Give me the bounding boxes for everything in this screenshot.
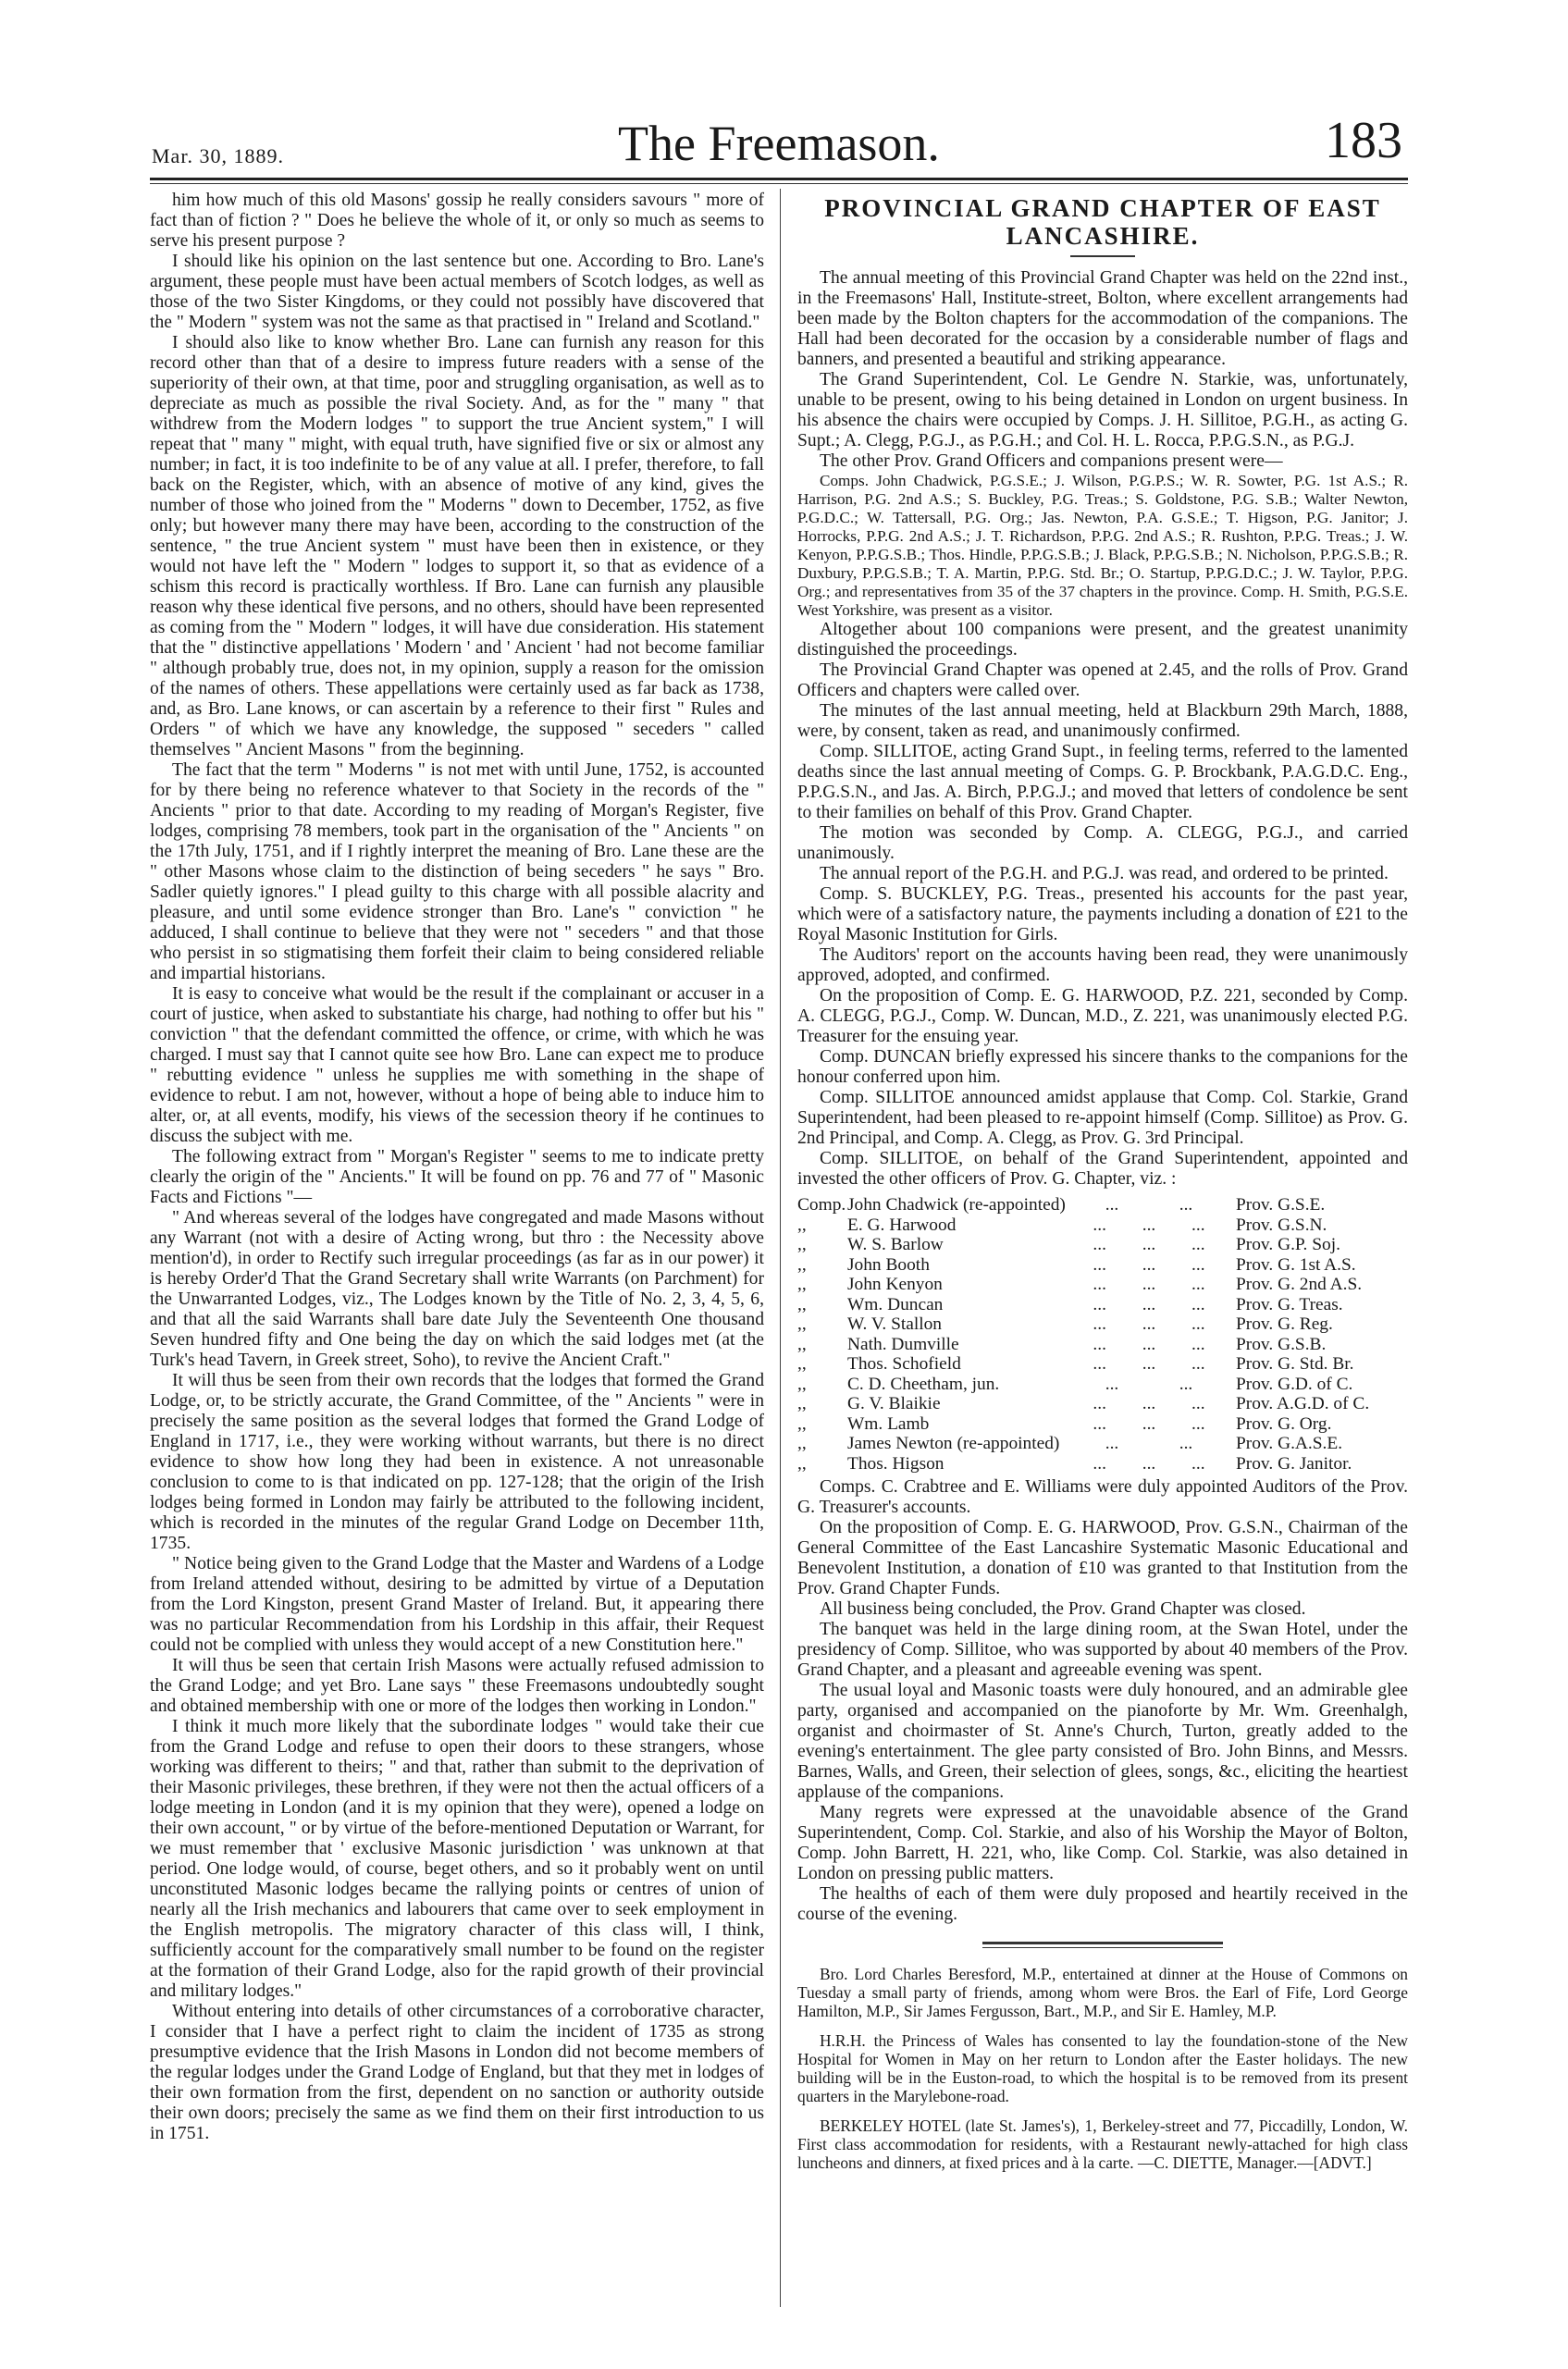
officer-row	[797, 1275, 1408, 1295]
leader-dot-group: ...	[1142, 1334, 1156, 1354]
officer-name: Nath. Dumville	[847, 1334, 959, 1354]
leader-dots	[1075, 1394, 1223, 1414]
paragraph: The fact that the term " Moderns " is not met with until June, 1752, is accounted for by there being no reference whatever to that Society in the records of the " Ancients " prior to that date. According to my reading of Morgan's Register, five lodges, comprising 78 members, took part in the organisation of the " Ancients " on the 17th July, 1751, and if I rightly interpret the meaning of Bro. Lane these are the " other Masons whose claim to the distinction of being seceders " he says " Bro. Sadler quietly ignores." I plead guilty to this charge with all possible alacrity and pleasure, and until some evidence stronger than Bro. Lane's " conviction " he adduced, I shall continue to believe that they were not " seceders " and that those who persist in so stigmatising them forfeit their claim to being considered reliable and impartial historians.	[150, 760, 764, 983]
paragraph: I should also like to know whether Bro. Lane can furnish any reason for this record other than that of a desire to impress future readers with a sense of the superiority of their own, at that time, poor and struggling organisation, as well as to depreciate as much as possible the rival Society. And, as for the " many " that withdrew from the Modern lodges " to support the true Ancient system," I will repeat that " many " might, with equal truth, have signified five or six or almost any number; in fact, it is too indefinite to be of any value at all. I prefer, therefore, to fall back on the Register, which, with an absence of motive of any kind, gives the number of those who joined from the " Moderns " down to December, 1752, as five only; but however many there may have been, according to the construction of the sentence, " the true Ancient system " must have been then in existence, or they would not have left the " Modern " lodges to support it, so that as evidence of a schism this record is practically worthless. If Bro. Lane can furnish any plausible reason why these identical five persons, and no others, should have been represented as coming from the " Modern " lodges, it will have due consideration. His statement that the " distinctive appellations ' Modern ' and ' Ancient ' had not become familiar " although probably true, does not, in my opinion, supply a reason for the omission of the names of others. These appellations were certainly used as far back as 1738, and, as Bro. Lane knows, or can ascertain by a reference to their first " Rules and Orders " of which we have any knowledge, the supposed " seceders " called themselves " Ancient Masons " from the beginning.	[150, 333, 764, 759]
officer-name: E. G. Harwood	[847, 1215, 957, 1235]
leader-dots	[1075, 1314, 1223, 1335]
officer-row	[797, 1295, 1408, 1315]
officer-office: Prov. G.S.N.	[1236, 1215, 1327, 1235]
officer-row	[797, 1314, 1408, 1335]
paragraph: Comp. SILLITOE announced amidst applause that Comp. Col. Starkie, Grand Superintendent, had been pleased to re-appoint himself (Comp. Sillitoe) as Prov. G. 2nd Principal, and Comp. A. Clegg, as Prov. G. 3rd Principal.	[797, 1088, 1408, 1148]
leader-dot-group: ...	[1105, 1195, 1119, 1215]
leader-dot-group: ...	[1093, 1275, 1106, 1294]
leader-dot-group: ...	[1142, 1275, 1156, 1294]
officer-office: Prov. G. Treas.	[1236, 1294, 1343, 1314]
section-rule	[982, 1942, 1223, 1948]
paragraph: It will thus be seen that certain Irish Masons were actually refused admission to the Grand Lodge; and yet Bro. Lane says " these Freemasons undoubtedly sought and obtained membership with one or more of the lodges then working in London."	[150, 1656, 764, 1716]
officer-prefix: ,,	[797, 1434, 807, 1453]
officer-prefix: ,,	[797, 1314, 807, 1334]
officer-row	[797, 1255, 1408, 1276]
leader-dot-group: ...	[1191, 1314, 1205, 1334]
officer-prefix: ,,	[797, 1334, 807, 1354]
officer-name: G. V. Blaikie	[847, 1394, 941, 1413]
right-column	[797, 191, 1408, 2309]
officer-row	[797, 1195, 1408, 1215]
officer-name: John Booth	[847, 1254, 930, 1275]
paragraph: Altogether about 100 companions were present, and the greatest unanimity distinguished the proceedings.	[797, 620, 1408, 660]
leader-dot-group: ...	[1093, 1394, 1106, 1413]
leader-dot-group: ...	[1142, 1354, 1156, 1374]
paragraph: The Provincial Grand Chapter was opened at 2.45, and the rolls of Prov. Grand Officers and chapters were called over.	[797, 660, 1408, 700]
paragraph: It will thus be seen from their own records that the lodges that formed the Grand Lodge, or, to be strictly accurate, the Grand Committee, of the " Ancients " were in precisely the same position as the several lodges that formed the Grand Lodge of England in 1717, i.e., they were working without warrants, but there is no direct evidence to show how long they had been in existence. A not unreasonable conclusion to come to is that indicated on pp. 127-128; that the origin of the Irish lodges being formed in London may fairly be attributed to the following incident, which is recorded in the minutes of the regular Grand Lodge on December 11th, 1735.	[150, 1371, 764, 1553]
leader-dots	[1075, 1195, 1223, 1215]
paragraph: The healths of each of them were duly proposed and heartily received in the course of the evening.	[797, 1884, 1408, 1924]
paragraph: Comp. DUNCAN briefly expressed his sincere thanks to the companions for the honour conferred upon him.	[797, 1047, 1408, 1087]
leader-dots	[1075, 1215, 1223, 1236]
leader-dots	[1075, 1255, 1223, 1276]
paragraph: The Grand Superintendent, Col. Le Gendre N. Starkie, was, unfortunately, unable to be present, owing to his being detained in London on urgent business. In his absence the chairs were occupied by Comps. J. H. Sillitoe, P.G.H., as acting G. Supt.; A. Clegg, P.G.J., as P.G.H.; and Col. H. L. Rocca, P.P.G.S.N., as P.G.J.	[797, 370, 1408, 450]
officer-row	[797, 1215, 1408, 1236]
officer-prefix: ,,	[797, 1215, 807, 1235]
heading-rule	[1070, 255, 1135, 257]
officer-name: Thos. Higson	[847, 1453, 945, 1474]
leader-dot-group: ...	[1142, 1314, 1156, 1334]
paragraph: him how much of this old Masons' gossip he really considers savours " more of fact than of fiction ? " Does he believe the whole of it, or only so much as seems to serve his present purpose ?	[150, 191, 764, 251]
leader-dots	[1075, 1454, 1223, 1474]
leader-dot-group: ...	[1191, 1215, 1205, 1235]
left-column	[150, 191, 764, 2309]
officer-name: W. V. Stallon	[847, 1314, 943, 1334]
page-number: 183	[1325, 112, 1402, 169]
leader-dot-group: ...	[1093, 1413, 1106, 1434]
news-note: Bro. Lord Charles Beresford, M.P., entertained at dinner at the House of Commons on Tuesday a small party of friends, among whom were Bros. the Earl of Fife, Lord George Hamilton, M.P., Sir James Fergusson, Bart., M.P., and Sir E. Hamley, M.P.	[797, 1965, 1408, 2020]
officer-office: Prov. G.S.E.	[1236, 1195, 1326, 1215]
officer-office: Prov. A.G.D. of C.	[1236, 1394, 1370, 1413]
news-note: BERKELEY HOTEL (late St. James's), 1, Berkeley-street and 77, Piccadilly, London, W. First class accommodation for residents, with a Restaurant newly-attached for high class luncheons and dinners, at fixed prices and à la carte. —C. DIETTE, Manager.—[ADVT.]	[797, 2116, 1408, 2172]
paragraph: The Auditors' report on the accounts having been read, they were unanimously approved, adopted, and confirmed.	[797, 945, 1408, 985]
officer-prefix: ,,	[797, 1275, 807, 1294]
leader-dot-group: ...	[1142, 1215, 1156, 1235]
issue-date: Mar. 30, 1889.	[152, 144, 284, 167]
leader-dot-group: ...	[1105, 1434, 1119, 1453]
paragraph: Comp. SILLITOE, acting Grand Supt., in feeling terms, referred to the lamented deaths since the last annual meeting of Comps. G. P. Brockbank, P.A.G.D.C. Eng., P.P.G.S.N., and Jas. A. Birch, P.P.G.J.; and moved that letters of condolence be sent to their families on behalf of this Prov. Grand Chapter.	[797, 742, 1408, 822]
paragraph: I think it much more likely that the subordinate lodges " would take their cue from the Grand Lodge and refuse to open their doors to these strangers, whose working was different to theirs; " and that, rather than submit to the deprivation of their Masonic privileges, these brethren, if they were not then the actual officers of a lodge meeting in London (and it is my opinion that they were), opened a lodge on their own account, " or by virtue of the before-mentioned Deputation or Warrant, for we must remember that ' exclusive Masonic jurisdiction ' was unknown at that period. One lodge would, of course, beget others, and so it probably went on until unconstituted Masonic lodges became the rallying points or centres of union of nearly all the Irish mechanics and labourers that came over to seek employment in the English metropolis. The migratory character of this class will, I think, sufficiently account for the comparatively small number to be found on the register at the formation of their Grand Lodge, also for the rapid growth of their provincial and military lodges."	[150, 1717, 764, 2001]
leader-dots	[1075, 1235, 1223, 1255]
page-header	[150, 109, 1408, 176]
officer-prefix: ,,	[797, 1394, 807, 1413]
paragraph: The minutes of the last annual meeting, held at Blackburn 29th March, 1888, were, by consent, taken as read, and unanimously confirmed.	[797, 701, 1408, 741]
leader-dot-group: ...	[1093, 1254, 1106, 1275]
leader-dot-group: ...	[1142, 1413, 1156, 1434]
leader-dot-group: ...	[1191, 1453, 1205, 1474]
article-heading: PROVINCIAL GRAND CHAPTER OF EAST LANCASHIRE.	[824, 194, 1381, 250]
leader-dot-group: ...	[1191, 1294, 1205, 1314]
leader-dots	[1075, 1354, 1223, 1375]
leader-dots	[1075, 1375, 1223, 1395]
officer-name: C. D. Cheetham, jun.	[847, 1374, 1000, 1394]
officer-office: Prov. G. Janitor.	[1236, 1453, 1352, 1474]
paragraph: The motion was seconded by Comp. A. CLEGG, P.G.J., and carried unanimously.	[797, 823, 1408, 863]
paragraph: On the proposition of Comp. E. G. HARWOOD, Prov. G.S.N., Chairman of the General Committee of the East Lancashire Systematic Masonic Educational and Benevolent Institution, a donation of £10 was granted to that Institution from the Prov. Grand Chapter Funds.	[797, 1518, 1408, 1598]
officer-name: Wm. Lamb	[847, 1413, 930, 1434]
paragraph: Comp. S. BUCKLEY, P.G. Treas., presented his accounts for the past year, which were of a satisfactory nature, the payments including a donation of £21 to the Royal Masonic Institution for Girls.	[797, 884, 1408, 944]
leader-dot-group: ...	[1142, 1394, 1156, 1413]
officer-row	[797, 1394, 1408, 1414]
officer-office: Prov. G.D. of C.	[1236, 1374, 1353, 1394]
officer-office: Prov. G.P. Soj.	[1236, 1235, 1340, 1254]
paragraph: The annual report of the P.G.H. and P.G.J. was read, and ordered to be printed.	[820, 864, 1389, 883]
paragraph: I should like his opinion on the last sentence but one. According to Bro. Lane's argument, these people must have been actual members of Scotch lodges, as well as those of the two Sister Kingdoms, or they could not possibly have discovered that the " Modern " system was not the same as that practised in " Ireland and Scotland."	[150, 252, 764, 332]
leader-dot-group: ...	[1142, 1294, 1156, 1314]
paragraph: The following extract from " Morgan's Register " seems to me to indicate pretty clearly the origin of the " Ancients." It will be found on pp. 76 and 77 of " Masonic Facts and Fictions "—	[150, 1147, 764, 1207]
paragraph: Without entering into details of other circumstances of a corroborative character, I consider that I have a perfect right to claim the incident of 1735 as strong presumptive evidence that the Irish Masons in London did not become members of the regular lodges under the Grand Lodge of England, but that they met in lodges of their own formation from the first, dependent on no sanction or authority outside their own doors; precisely the same as we find them on their first introduction to us in 1751.	[150, 2002, 764, 2143]
leader-dot-group: ...	[1093, 1215, 1106, 1235]
officer-prefix: ,,	[797, 1413, 807, 1434]
officer-name: Thos. Schofield	[847, 1354, 961, 1374]
officer-row	[797, 1454, 1408, 1474]
leader-dot-group: ...	[1105, 1374, 1119, 1394]
officer-row	[797, 1235, 1408, 1255]
leader-dot-group: ...	[1093, 1294, 1106, 1314]
paragraph: The usual loyal and Masonic toasts were duly honoured, and an admirable glee party, organised and accompanied on the pianoforte by Mr. Wm. Greenhalgh, organist and choirmaster of St. Anne's Church, Turton, greatly added to the evening's entertainment. The glee party consisted of Bro. John Binns, and Messrs. Barnes, Walls, and Green, their selection of glees, songs, &c., eliciting the heartiest applause of the companions.	[797, 1681, 1408, 1802]
officer-prefix: ,,	[797, 1453, 807, 1474]
companions-list: Comps. John Chadwick, P.G.S.E.; J. Wilson, P.G.P.S.; W. R. Sowter, P.G. 1st A.S.; R. Harrison, P.G. 2nd A.S.; S. Buckley, P.G. Treas.; S. Goldstone, P.G. S.B.; Walter Newton, P.G.D.C.; W. Tattersall, P.G. Org.; Jas. Newton, P.A. G.S.E.; T. Higson, P.G. Janitor; J. Horrocks, P.P.G. 2nd A.S.; J. T. Richardson, P.P.G. 2nd A.S.; R. Rushton, P.P.G. Treas.; J. W. Kenyon, P.P.G.S.B.; Thos. Hindle, P.P.G.S.B.; J. Black, P.P.G.S.B.; N. Nicholson, P.P.G.S.B.; R. Duxbury, P.P.G.S.B.; T. A. Martin, P.P.G. Std. Br.; O. Startup, P.P.G.D.C.; J. W. Taylor, P.P.G. Org.; and representatives from 35 of the 37 chapters in the province. Comp. H. Smith, P.G.S.E. West Yorkshire, was present as a visitor.	[797, 472, 1408, 619]
header-rule	[150, 178, 1408, 180]
leader-dot-group: ...	[1179, 1434, 1193, 1453]
officer-row	[797, 1354, 1408, 1375]
paragraph: Many regrets were expressed at the unavoidable absence of the Grand Superintendent, Comp. Col. Starkie, and also of his Worship the Mayor of Bolton, Comp. John Barrett, H. 221, who, like Comp. Col. Starkie, was also detained in London on pressing public matters.	[797, 1803, 1408, 1883]
officer-office: Prov. G.A.S.E.	[1236, 1434, 1343, 1453]
header-rule-thin	[150, 183, 1408, 184]
officer-office: Prov. G. Reg.	[1236, 1314, 1333, 1334]
officer-office: Prov. G. 1st A.S.	[1236, 1254, 1356, 1275]
paragraph: Comps. C. Crabtree and E. Williams were duly appointed Auditors of the Prov. G. Treasurer's accounts.	[797, 1477, 1408, 1517]
leader-dot-group: ...	[1191, 1354, 1205, 1374]
leader-dot-group: ...	[1191, 1235, 1205, 1254]
paragraph: It is easy to conceive what would be the result if the complainant or accuser in a court of justice, when asked to substantiate his charge, had nothing to offer but his " conviction " that the defendant committed the offence, or crime, with which he was charged. I must say that I cannot quite see how Bro. Lane can expect me to produce " rebutting evidence " unless he supplies me with something in the shape of evidence to rebut. I am not, however, without a hope of being able to induce him to alter, or, at all events, modify, his views of the secession theory if he continues to discuss the subject with me.	[150, 984, 764, 1146]
leader-dot-group: ...	[1093, 1453, 1106, 1474]
leader-dot-group: ...	[1191, 1334, 1205, 1354]
paragraph: The banquet was held in the large dining room, at the Swan Hotel, under the presidency of Comp. Sillitoe, who was supported by about 40 members of the Prov. Grand Chapter, and a pleasant and agreeable evening was spent.	[797, 1620, 1408, 1680]
officer-row	[797, 1335, 1408, 1355]
leader-dot-group: ...	[1191, 1275, 1205, 1294]
officer-office: Prov. G. Org.	[1236, 1413, 1332, 1434]
officer-prefix: ,,	[797, 1374, 807, 1394]
leader-dot-group: ...	[1093, 1314, 1106, 1334]
news-note: H.R.H. the Princess of Wales has consented to lay the foundation-stone of the New Hospital for Women in May on her return to London after the Easter holidays. The new building will be in the Euston-road, to which the hospital is to be removed from its present quarters in the Marylebone-road.	[797, 2031, 1408, 2105]
officer-name: John Kenyon	[847, 1275, 943, 1294]
officer-name: Wm. Duncan	[847, 1294, 944, 1314]
officer-prefix: ,,	[797, 1294, 807, 1314]
leader-dot-group: ...	[1179, 1195, 1193, 1215]
officer-row	[797, 1434, 1408, 1454]
column-divider	[780, 189, 781, 2307]
officer-office: Prov. G. 2nd A.S.	[1236, 1275, 1363, 1294]
leader-dots	[1075, 1414, 1223, 1435]
officer-office: Prov. G. Std. Br.	[1236, 1354, 1354, 1374]
report-opening	[797, 268, 1408, 472]
news-notes	[797, 1965, 1408, 2172]
officer-prefix: ,,	[797, 1254, 807, 1275]
leader-dot-group: ...	[1093, 1354, 1106, 1374]
paragraph: All business being concluded, the Prov. Grand Chapter was closed.	[820, 1599, 1306, 1619]
paragraph: The other Prov. Grand Officers and companions present were—	[820, 451, 1283, 471]
report-proceedings	[797, 620, 1408, 1190]
leader-dot-group: ...	[1142, 1453, 1156, 1474]
paragraph: On the proposition of Comp. E. G. HARWOOD, P.Z. 221, seconded by Comp. A. CLEGG, P.G.J., Comp. W. Duncan, M.D., Z. 221, was unanimously elected P.G. Treasurer for the ensuing year.	[797, 986, 1408, 1046]
paragraph: The annual meeting of this Provincial Grand Chapter was held on the 22nd inst., in the Freemasons' Hall, Institute-street, Bolton, where excellent arrangements had been made by the Bolton chapters for the accommodation of the companions. The Hall had been decorated for the occasion by a considerable number of flags and banners, and presented a beautiful and striking appearance.	[797, 268, 1408, 369]
paragraph: Comp. SILLITOE, on behalf of the Grand Superintendent, appointed and invested the other officers of Prov. G. Chapter, viz. :	[797, 1149, 1408, 1189]
leader-dot-group: ...	[1142, 1235, 1156, 1254]
officer-name: W. S. Barlow	[847, 1235, 944, 1254]
leader-dots	[1075, 1335, 1223, 1355]
officer-office: Prov. G.S.B.	[1236, 1334, 1327, 1354]
leader-dot-group: ...	[1191, 1254, 1205, 1275]
leader-dot-group: ...	[1093, 1334, 1106, 1354]
report-closing	[797, 1477, 1408, 1925]
leader-dots	[1075, 1434, 1223, 1454]
leader-dot-group: ...	[1191, 1413, 1205, 1434]
officers-table	[797, 1195, 1408, 1474]
leader-dots	[1075, 1295, 1223, 1315]
officer-prefix: ,,	[797, 1235, 807, 1254]
officer-name: James Newton (re-appointed)	[847, 1434, 1060, 1453]
officer-name: John Chadwick (re-appointed)	[847, 1195, 1066, 1215]
leader-dot-group: ...	[1093, 1235, 1106, 1254]
leader-dot-group: ...	[1179, 1374, 1193, 1394]
officer-row	[797, 1375, 1408, 1395]
paragraph: " Notice being given to the Grand Lodge that the Master and Wardens of a Lodge from Ireland attended without, desiring to be admitted by virtue of a Deputation from the Lord Kingston, present Grand Master of Ireland. But, it appearing there was no particular Recommendation from his Lordship in this affair, their Request could not be complied with unless they would accept of a new Constitution here."	[150, 1554, 764, 1655]
leader-dot-group: ...	[1142, 1254, 1156, 1275]
officer-prefix: ,,	[797, 1354, 807, 1374]
masthead-title: The Freemason.	[618, 116, 940, 171]
officer-prefix: Comp.	[797, 1195, 846, 1215]
leader-dots	[1075, 1275, 1223, 1295]
paragraph: " And whereas several of the lodges have congregated and made Masons without any Warrant (not with a desire of Acting wrong, but thro : the Necessity above mention'd), in order to Rectify such irregular proceedings (as far as in our power) it is hereby Order'd That the Grand Secretary shall write Warrants (on Parchment) for the Unwarranted Lodges, viz., The Lodges known by the Title of No. 2, 3, 4, 5, 6, and that all the said Warrants shall bare date July the Seventeenth One thousand Seven hundred fifty and One being the day on which the said lodges met (at the Turk's head Tavern, in Greek street, Soho), to revive the Ancient Craft."	[150, 1208, 764, 1370]
officer-row	[797, 1414, 1408, 1435]
leader-dot-group: ...	[1191, 1394, 1205, 1413]
